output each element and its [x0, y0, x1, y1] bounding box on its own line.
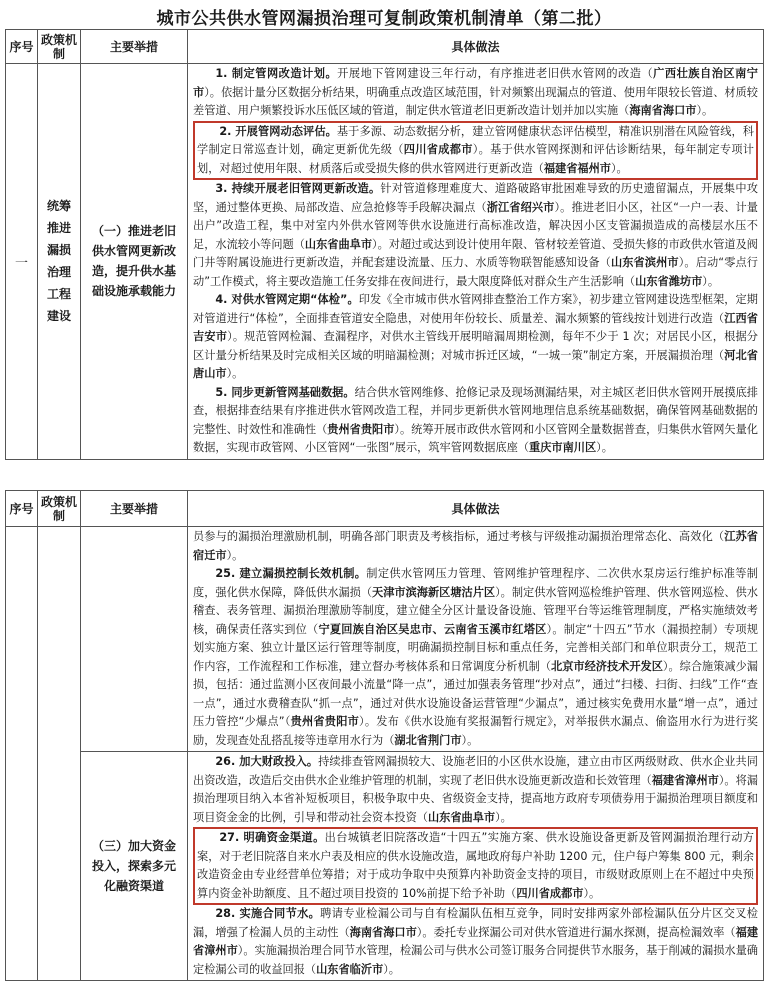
row-practice: [188, 752, 764, 981]
row-index: 一: [6, 64, 38, 460]
header-index: 序号: [6, 30, 38, 64]
row-mechanism-empty: [38, 527, 81, 981]
table-header-row: [6, 30, 764, 64]
document-title: 城市公共供水管网漏损治理可复制政策机制清单（第二批）: [156, 9, 612, 29]
policy-table-part2: [5, 490, 764, 981]
practice-item-27-highlighted: 27. 明确资金渠道。出台城镇老旧院落改造“十四五”实施方案、供水设施设备更新及管网漏损治理行动方案，对于老旧院落自来水户表及相应的供水设施改造，属地政府每户补助 1200 元，住户每户筹集 800 元，剩余改造资金由专业经营单位筹措；对于成功争取中央预算内补助资金支持的项目，市级财政原则上在不超过中央预算内资金补助额度、且不超过项目投资的 10%前提下给予补助（四川省成都市）。: [193, 827, 758, 905]
header-measure: 主要举措: [81, 30, 188, 64]
header-practice: 具体做法: [188, 30, 764, 64]
table-row: [6, 64, 764, 460]
table-row: [6, 527, 764, 752]
row-mechanism: 统筹推进漏损治理工程建设: [38, 64, 81, 460]
header-practice: 具体做法: [188, 491, 764, 527]
table-header-row: [6, 491, 764, 527]
practice-item-24-continued: 员参与的漏损治理激励机制，明确各部门职责及考核指标，通过考核与评级推动漏损治理常态化、高效化（江苏省宿迁市）。: [193, 530, 758, 562]
header-mechanism: 政策机制: [38, 491, 81, 527]
practice-item-25: 25. 建立漏损控制长效机制。制定供水管网压力管理、管网维护管理程序、二次供水泵房运行维护标准等制度，强化供水保障，降低供水漏损（天津市滨海新区塘沽片区）。制定供水管网巡检维护管理、供水管网巡检、供水稽查、表务管理、漏损治理激励等制度，建立健全分区计量设备设施、管理平台等运维管理制度，严格实施绩效考核，确保责任落实到位（宁夏回族自治区吴忠市、云南省玉溪市红塔区）。制定“十四五”节水（漏损控制）专项规划实施方案、独立计量区运行管理等制度，明确漏损控制目标和重点任务，完善相关部门和单位职责分工，规范工作内容，工作流程和工作标准，建立督办考核体系和日常调度分析机制（北京市经济技术开发区）。综合施策减少漏损，包括：通过监测小区夜间最小流量“降一点”，通过加强表务管理“抄对点”，通过“扫楼、扫街、扫线”工作“查一点”，通过水费稽查队“抓一点”，通过对供水设施设备运营管理“少漏点”，通过核实免费用水量“增一点”，通过压力管控“少爆点”（贵州省贵阳市）。发布《供水设施有奖报漏暂行规定》，对举报供水漏点、偷盗用水行为进行奖励，发现查处乱搭乱接等违章用水行为（湖北省荆门市）。: [193, 567, 758, 747]
table-row: [6, 752, 764, 981]
row-index-empty: [6, 527, 38, 981]
row-measure-empty: [81, 527, 188, 752]
practice-item-4: 4. 对供水管网定期“体检”。印发《全市城市供水管网排查整治工作方案》，初步建立管网建设选型框架，定期对管道进行“体检”，全面排查管道安全隐患，对使用年份较长、质量差、漏水频繁的管线按计划进行改造（江西省吉安市）。规范管网检漏、查漏程序，对供水主管线开展明暗漏周期检测，每年不少于 1 次；对居民小区，根据分区计量分析结果及时完成相关区域的明暗漏检测；对城市拆迁区域，“一城一策”制定方案，开展漏损治理（河北省唐山市）。: [193, 293, 758, 380]
practice-item-2-highlighted: 2. 开展管网动态评估。基于多源、动态数据分析，建立管网健康状态评估模型，精准识别潜在风险管线，科学制定日常巡查计划，确定更新优先级（四川省成都市）。基于供水管网探测和评估诊断结果，每年制定专项计划，对超过使用年限、材质落后或受损失修的供水管网进行更新改造（福建省福州市）。: [193, 121, 758, 181]
practice-item-26: 26. 加大财政投入。持续排查管网漏损较大、设施老旧的小区供水设施，建立由市区两级财政、供水企业共同出资改造，改造后交由供水企业维护管理的机制，实现了老旧供水设施更新改造和长效管理（福建省漳州市）。将漏损治理项目纳入本省补短板项目，积极争取中央、省级资金支持，提高地方政府专项债券用于漏损治理项目额度和项目资金金的比例，引导和带动社会资本投资（山东省曲阜市）。: [193, 755, 758, 824]
practice-item-3: 3. 持续开展老旧管网更新改造。针对管道修理难度大、道路破路审批困难导致的历史遗留漏点，开展集中攻坚，通过整体更换、局部改造、应急抢修等手段解决漏点（浙江省绍兴市）。推进老旧小区，社区“一户一表、计量出户”改造工程，集中对室内外供水管网等供水设施进行高标准改造，解决因小区支管漏损造成的高楼层水压不足，水流较小等问题（山东省曲阜市）。对超过或达到设计使用年限、管材较差管道、受损失修的市政供水管道及阀门井等附属设施进行更新改造，并配套建设流量、压力、水质等物联智能感知设备（山东省滨州市）。启动“零点行动”工作模式，将主要改造施工任务安排在夜间进行，最大限度降低对群众生产生活影响（山东省潍坊市）。: [193, 182, 758, 288]
practice-item-5: 5. 同步更新管网基础数据。结合供水管网维修、抢修记录及现场测漏结果，对主城区老旧供水管网开展摸底排查，根据排查结果有序推进供水管网改造工程，并同步更新供水管网地理信息系统基础数据，确保管网基础数据的完整性、时效性和准确性（贵州省贵阳市）。统筹开展市政供水管网和小区管网全量数据普查，归集供水管网矢量化数据，实现市政管网、小区管网“一张图”展示，筑牢管网数据底座（重庆市南川区）。: [193, 385, 758, 454]
practice-item-1: 1. 制定管网改造计划。开展地下管网建设三年行动，有序推进老旧供水管网的改造（广西壮族自治区南宁市）。依据计量分区数据分析结果，明确重点改造区域范围，针对频繁出现漏点的管道、使用年限较长管道、材质较差管道、用户频繁投诉水压低区域的管道，制定供水管道老旧更新改造计划并加以实施（海南省海口市）。: [193, 67, 758, 117]
row-practice: [188, 527, 764, 752]
header-measure: 主要举措: [81, 491, 188, 527]
practice-item-28: 28. 实施合同节水。聘请专业检漏公司与自有检漏队伍相互竞争，同时安排两家外部检漏队伍分片区交叉检漏，增强了检漏人员的主动性（海南省海口市）。委托专业探漏公司对供水管道进行漏水探测，提高检漏效率（福建省漳州市）。实施漏损治理合同节水管理，检漏公司与供水公司签订服务合同提供节水服务，基于削减的漏损水量确定检漏公司的收益回报（山东省临沂市）。: [193, 907, 759, 976]
row-practice: [188, 64, 764, 460]
header-index: 序号: [6, 491, 38, 527]
header-mechanism: 政策机制: [38, 30, 81, 64]
policy-table-part1: [5, 29, 764, 460]
row-measure: （三）加大资金投入，探索多元化融资渠道: [81, 752, 188, 981]
row-measure: （一）推进老旧供水管网更新改造，提升供水基础设施承载能力: [81, 64, 188, 460]
